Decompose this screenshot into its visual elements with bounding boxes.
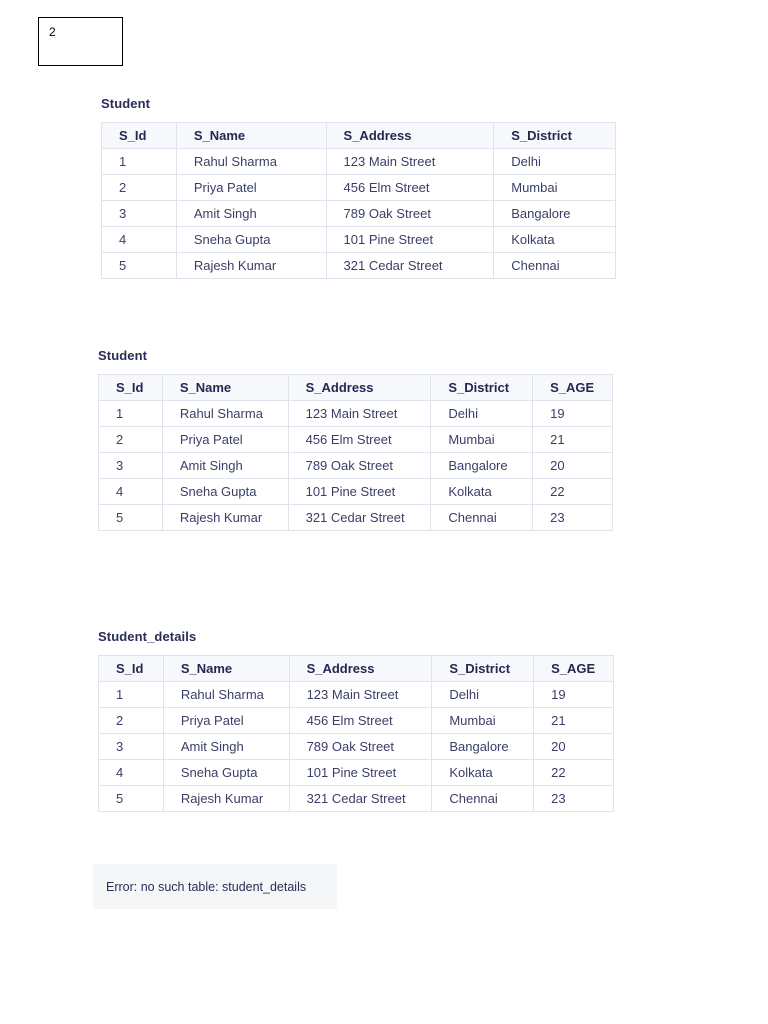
column-header: S_Address xyxy=(289,656,432,682)
table-cell: 4 xyxy=(99,760,164,786)
table-row xyxy=(102,253,616,279)
table-cell: Rahul Sharma xyxy=(162,401,288,427)
column-header: S_AGE xyxy=(534,656,614,682)
table-cell: Delhi xyxy=(432,682,534,708)
page-number: 2 xyxy=(49,25,56,39)
table-cell: 123 Main Street xyxy=(326,149,494,175)
table-row xyxy=(99,453,613,479)
table-cell: Priya Patel xyxy=(162,427,288,453)
table-cell: 321 Cedar Street xyxy=(326,253,494,279)
table-cell: Amit Singh xyxy=(176,201,326,227)
table-cell: 4 xyxy=(102,227,177,253)
error-message: Error: no such table: student_details xyxy=(106,879,307,894)
table-row xyxy=(102,227,616,253)
table-cell: Sneha Gupta xyxy=(163,760,289,786)
table-cell: Sneha Gupta xyxy=(176,227,326,253)
table-cell: Rahul Sharma xyxy=(163,682,289,708)
table-cell: 2 xyxy=(99,427,163,453)
table-caption-student: Student xyxy=(101,96,151,111)
table-cell: Rajesh Kumar xyxy=(162,505,288,531)
column-header: S_AGE xyxy=(533,375,613,401)
table-row xyxy=(99,708,614,734)
table-cell: 789 Oak Street xyxy=(288,453,431,479)
table-cell: 19 xyxy=(534,682,614,708)
table-cell: 23 xyxy=(534,786,614,812)
table-cell: 21 xyxy=(534,708,614,734)
table-cell: Bangalore xyxy=(432,734,534,760)
table-cell: 321 Cedar Street xyxy=(289,786,432,812)
table-cell: Chennai xyxy=(432,786,534,812)
table-cell: 101 Pine Street xyxy=(326,227,494,253)
table-cell: 3 xyxy=(99,453,163,479)
table-cell: Amit Singh xyxy=(163,734,289,760)
table-cell: 1 xyxy=(99,682,164,708)
column-header: S_Id xyxy=(99,656,164,682)
table-cell: 22 xyxy=(533,479,613,505)
table-cell: Bangalore xyxy=(494,201,616,227)
column-header: S_Name xyxy=(162,375,288,401)
table-row xyxy=(102,201,616,227)
table-cell: 456 Elm Street xyxy=(288,427,431,453)
column-header: S_Address xyxy=(288,375,431,401)
table-row xyxy=(99,760,614,786)
student-table-with-age xyxy=(98,374,613,531)
table-cell: 5 xyxy=(102,253,177,279)
column-header: S_Address xyxy=(326,123,494,149)
table-cell: 20 xyxy=(533,453,613,479)
table-cell: Kolkata xyxy=(494,227,616,253)
table-row xyxy=(99,401,613,427)
table-cell: 321 Cedar Street xyxy=(288,505,431,531)
table-cell: Rahul Sharma xyxy=(176,149,326,175)
table-cell: 1 xyxy=(99,401,163,427)
table-row xyxy=(99,786,614,812)
table-cell: 456 Elm Street xyxy=(326,175,494,201)
table-cell: 19 xyxy=(533,401,613,427)
table-cell: 3 xyxy=(102,201,177,227)
column-header: S_District xyxy=(432,656,534,682)
table-cell: Kolkata xyxy=(432,760,534,786)
table-row xyxy=(99,479,613,505)
table-cell: 5 xyxy=(99,786,164,812)
table-cell: 3 xyxy=(99,734,164,760)
table-cell: Chennai xyxy=(431,505,533,531)
table-row xyxy=(102,175,616,201)
table-cell: 789 Oak Street xyxy=(326,201,494,227)
table-cell: 789 Oak Street xyxy=(289,734,432,760)
table-cell: Priya Patel xyxy=(176,175,326,201)
column-header: S_District xyxy=(494,123,616,149)
table-cell: Delhi xyxy=(431,401,533,427)
student-details-table xyxy=(98,655,614,812)
table-header-row xyxy=(102,123,616,149)
error-message-box xyxy=(93,864,337,909)
table-row xyxy=(99,734,614,760)
table-cell: 21 xyxy=(533,427,613,453)
table-row xyxy=(99,682,614,708)
column-header: S_District xyxy=(431,375,533,401)
table-row xyxy=(99,427,613,453)
table-cell: Sneha Gupta xyxy=(162,479,288,505)
table-cell: 5 xyxy=(99,505,163,531)
table-cell: 1 xyxy=(102,149,177,175)
table-cell: Mumbai xyxy=(431,427,533,453)
column-header: S_Name xyxy=(163,656,289,682)
table-cell: Kolkata xyxy=(431,479,533,505)
table-caption-student-details: Student_details xyxy=(98,629,197,644)
table-cell: Rajesh Kumar xyxy=(176,253,326,279)
table-cell: 101 Pine Street xyxy=(289,760,432,786)
column-header: S_Id xyxy=(102,123,177,149)
table-cell: 456 Elm Street xyxy=(289,708,432,734)
student-table xyxy=(101,122,616,279)
table-cell: 22 xyxy=(534,760,614,786)
table-caption-student-with-age: Student xyxy=(98,348,148,363)
table-cell: Priya Patel xyxy=(163,708,289,734)
table-cell: 2 xyxy=(99,708,164,734)
table-row xyxy=(99,505,613,531)
table-cell: 4 xyxy=(99,479,163,505)
table-cell: 123 Main Street xyxy=(288,401,431,427)
table-cell: Amit Singh xyxy=(162,453,288,479)
table-cell: Mumbai xyxy=(494,175,616,201)
table-cell: 2 xyxy=(102,175,177,201)
column-header: S_Id xyxy=(99,375,163,401)
page-number-box xyxy=(38,17,123,66)
table-cell: 123 Main Street xyxy=(289,682,432,708)
table-header-row xyxy=(99,656,614,682)
column-header: S_Name xyxy=(176,123,326,149)
table-cell: Rajesh Kumar xyxy=(163,786,289,812)
table-header-row xyxy=(99,375,613,401)
table-cell: 23 xyxy=(533,505,613,531)
table-cell: Delhi xyxy=(494,149,616,175)
table-row xyxy=(102,149,616,175)
table-cell: 20 xyxy=(534,734,614,760)
table-cell: Mumbai xyxy=(432,708,534,734)
table-cell: Chennai xyxy=(494,253,616,279)
table-cell: Bangalore xyxy=(431,453,533,479)
table-cell: 101 Pine Street xyxy=(288,479,431,505)
